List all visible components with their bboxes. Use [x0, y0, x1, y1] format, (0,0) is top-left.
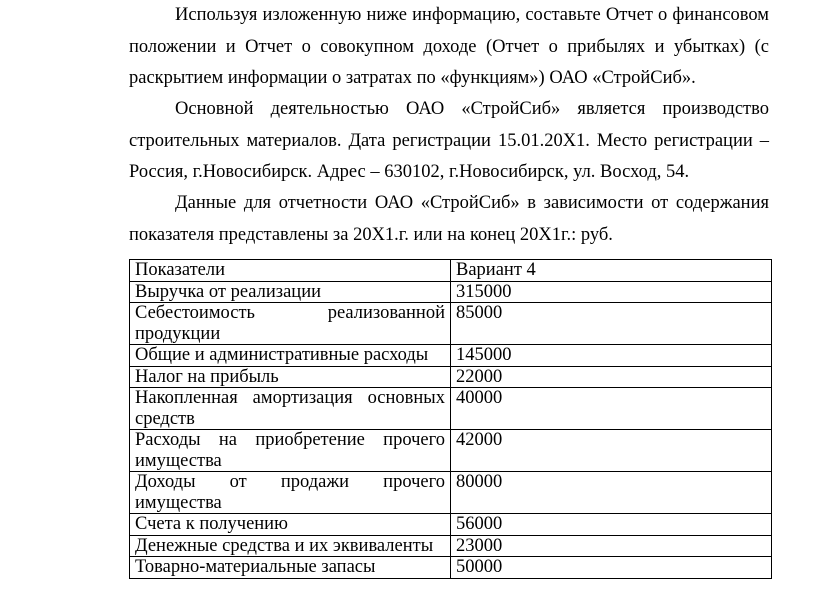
row-value-cell: 315000: [451, 281, 772, 303]
company-info-paragraph: Основной деятельностью ОАО «СтройСиб» является производство строительных материалов. Дата регистрации 15.01.20Х1. Место регистрации – Россия, г.Новосибирск. Адрес – 630102, г.Новосибирск, ул. Восход, 54.: [129, 99, 769, 183]
table-header-row: [130, 260, 772, 282]
header-indicators-cell: Показатели: [130, 260, 451, 282]
table-row: [130, 535, 772, 557]
table-row: [130, 557, 772, 579]
row-value-cell: 50000: [451, 557, 772, 579]
row-label-cell: Налог на прибыль: [130, 366, 451, 388]
row-label-cell: Выручка от реализации: [130, 281, 451, 303]
row-value-cell: 80000: [451, 472, 772, 514]
row-label-cell: Накопленная амортизация основных средств: [130, 388, 451, 430]
header-variant-cell: Вариант 4: [451, 260, 772, 282]
table-row: [130, 388, 772, 430]
table-row: [130, 472, 772, 514]
row-label-cell: Счета к получению: [130, 514, 451, 536]
row-label-cell: Денежные средства и их эквиваленты: [130, 535, 451, 557]
row-value-cell: 56000: [451, 514, 772, 536]
intro-paragraph: Используя изложенную ниже информацию, составьте Отчет о финансовом положении и Отчет о совокупном доходе (Отчет о прибылях и убытках) (с раскрытием информации о затратах по «функциям») ОАО «СтройСиб».: [129, 5, 769, 89]
row-value-cell: 23000: [451, 535, 772, 557]
row-label-cell: Доходы от продажи прочего имущества: [130, 472, 451, 514]
table-row: [130, 281, 772, 303]
row-label-cell: Себестоимость реализованной продукции: [130, 303, 451, 345]
row-label-cell: Общие и административные расходы: [130, 345, 451, 367]
row-value-cell: 145000: [451, 345, 772, 367]
row-value-cell: 22000: [451, 366, 772, 388]
row-value-cell: 40000: [451, 388, 772, 430]
row-label-cell: Товарно-материальные запасы: [130, 557, 451, 579]
table-row: [130, 303, 772, 345]
table-row: [130, 345, 772, 367]
table-row: [130, 430, 772, 472]
row-value-cell: 85000: [451, 303, 772, 345]
indicators-table: [129, 259, 772, 579]
table-row: [130, 514, 772, 536]
table-row: [130, 366, 772, 388]
row-value-cell: 42000: [451, 430, 772, 472]
row-label-cell: Расходы на приобретение прочего имущества: [130, 430, 451, 472]
data-description-paragraph: Данные для отчетности ОАО «СтройСиб» в зависимости от содержания показателя представлены за 20Х1.г. или на конец 20Х1г.: руб.: [129, 193, 769, 245]
